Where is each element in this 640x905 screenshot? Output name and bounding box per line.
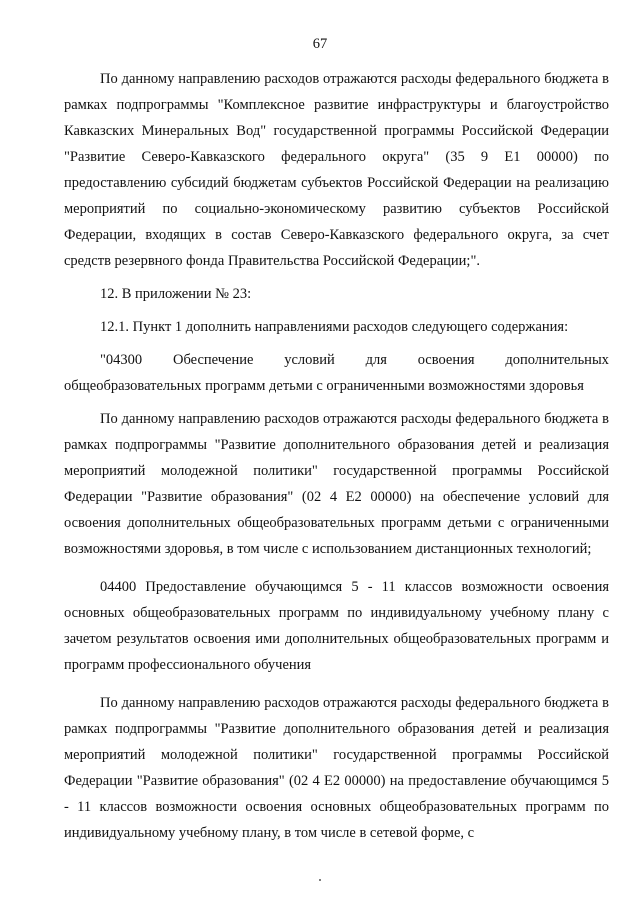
paragraph-04400-description: По данному направлению расходов отражаются расходы федерального бюджета в рамках подпрограммы "Развитие дополнительного образования детей и реализация мероприятий молодежной политики" государственной программы Российской Федерации "Развитие образования" (02 4 Е2 00000) на предоставление обучающимся 5 - 11 классов возможности освоения основных общеобразовательных программ по индивидуальному учебному плану, в том числе в сетевой форме, с — [64, 695, 609, 841]
heading-word: Обеспечение — [172, 352, 254, 368]
scan-speck — [319, 879, 321, 881]
paragraph-reserve-fund: По данному направлению расходов отражаются расходы федерального бюджета в рамках подпрограммы "Комплексное развитие инфраструктуры и благоустройство Кавказских Минеральных Вод" государственной программы Российской Федерации "Развитие Северо-Кавказского федерального округа" (35 9 Е1 00000) по предоставлению субсидий бюджетам субъектов Российской Федерации на реализацию мероприятий по социально-экономическому развитию субъектов Российской Федерации, входящих в состав Северо-Кавказского федерального округа, за счет средств резервного фонда Правительства Российской Федерации;". — [64, 71, 609, 269]
heading-word: для — [365, 352, 387, 368]
paragraph-item-12-1: 12.1. Пункт 1 дополнить направлениями расходов следующего содержания: — [100, 319, 569, 335]
expense-code-04300-heading — [64, 347, 609, 373]
expense-code-04400-heading: 04400 Предоставление обучающимся 5 - 11 классов возможности освоения основных общеобразовательных программ по индивидуальному учебному плану с зачетом результатов освоения ими дополнительных общеобразовательных программ и программ профессионального обучения — [64, 579, 609, 673]
document-body — [64, 66, 609, 846]
heading-word: условий — [284, 352, 335, 368]
page-number: 67 — [312, 36, 328, 52]
paragraph-04300-description: По данному направлению расходов отражаются расходы федерального бюджета в рамках подпрограммы "Развитие дополнительного образования детей и реализация мероприятий молодежной политики" государственной программы Российской Федерации "Развитие образования" (02 4 Е2 00000) на обеспечение условий для освоения дополнительных общеобразовательных программ детьми с ограниченными возможностями здоровья, в том числе с использованием дистанционных технологий; — [64, 411, 609, 557]
heading-word: дополнительных — [505, 352, 609, 368]
paragraph-appendix-23: 12. В приложении № 23: — [100, 286, 252, 302]
expense-code-04300-heading-tail: общеобразовательных программ детьми с ограниченными возможностями здоровья — [64, 378, 584, 394]
heading-word: "04300 — [100, 352, 143, 368]
heading-word: освоения — [417, 352, 475, 368]
